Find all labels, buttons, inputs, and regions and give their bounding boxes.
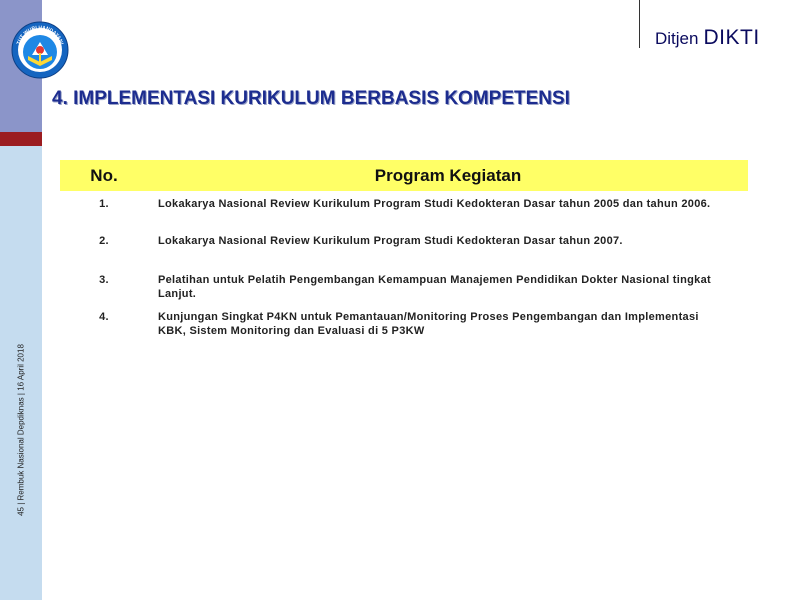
row-number: 2. [99,235,109,247]
header-no: No. [90,165,118,185]
table-header-row [60,160,748,191]
logo-text: TUT WURI HANDAYANI [15,24,65,46]
header-program: Program Kegiatan [374,165,522,185]
brand-prefix: Ditjen [655,29,699,48]
table-row [60,191,748,232]
row-text: Pelatihan untuk Pelatih Pengembangan Kemampuan Manajemen Pendidikan Dokter Nasional tingkat Lanjut. [158,274,711,300]
brand-label [655,26,760,50]
tut-wuri-handayani-emblem-icon [10,20,70,80]
row-text: Lokakarya Nasional Review Kurikulum Program Studi Kedokteran Dasar tahun 2007. [158,235,623,247]
row-number: 4. [99,311,109,323]
row-number: 1. [99,198,109,210]
table-row [60,308,748,343]
row-text: Lokakarya Nasional Review Kurikulum Program Studi Kedokteran Dasar tahun 2005 dan tahun 2006. [158,198,711,210]
brand-main: DIKTI [703,26,760,49]
row-text: Kunjungan Singkat P4KN untuk Pemantauan/Monitoring Proses Pengembangan dan Implementasi KBK, Sistem Monitoring dan Evaluasi di 5 P3KW [158,311,699,337]
table-row [60,271,748,308]
footer-text: 45 | Rembuk Nasional Depdiknas | 16 April 2018 [16,344,26,516]
slide-title: 4. IMPLEMENTASI KURIKULUM BERBASIS KOMPETENSI [52,88,570,109]
sidebar-accent-band [0,132,42,146]
table-row [60,232,748,271]
program-table [60,160,748,343]
header-divider [639,0,640,48]
row-number: 3. [99,274,109,286]
